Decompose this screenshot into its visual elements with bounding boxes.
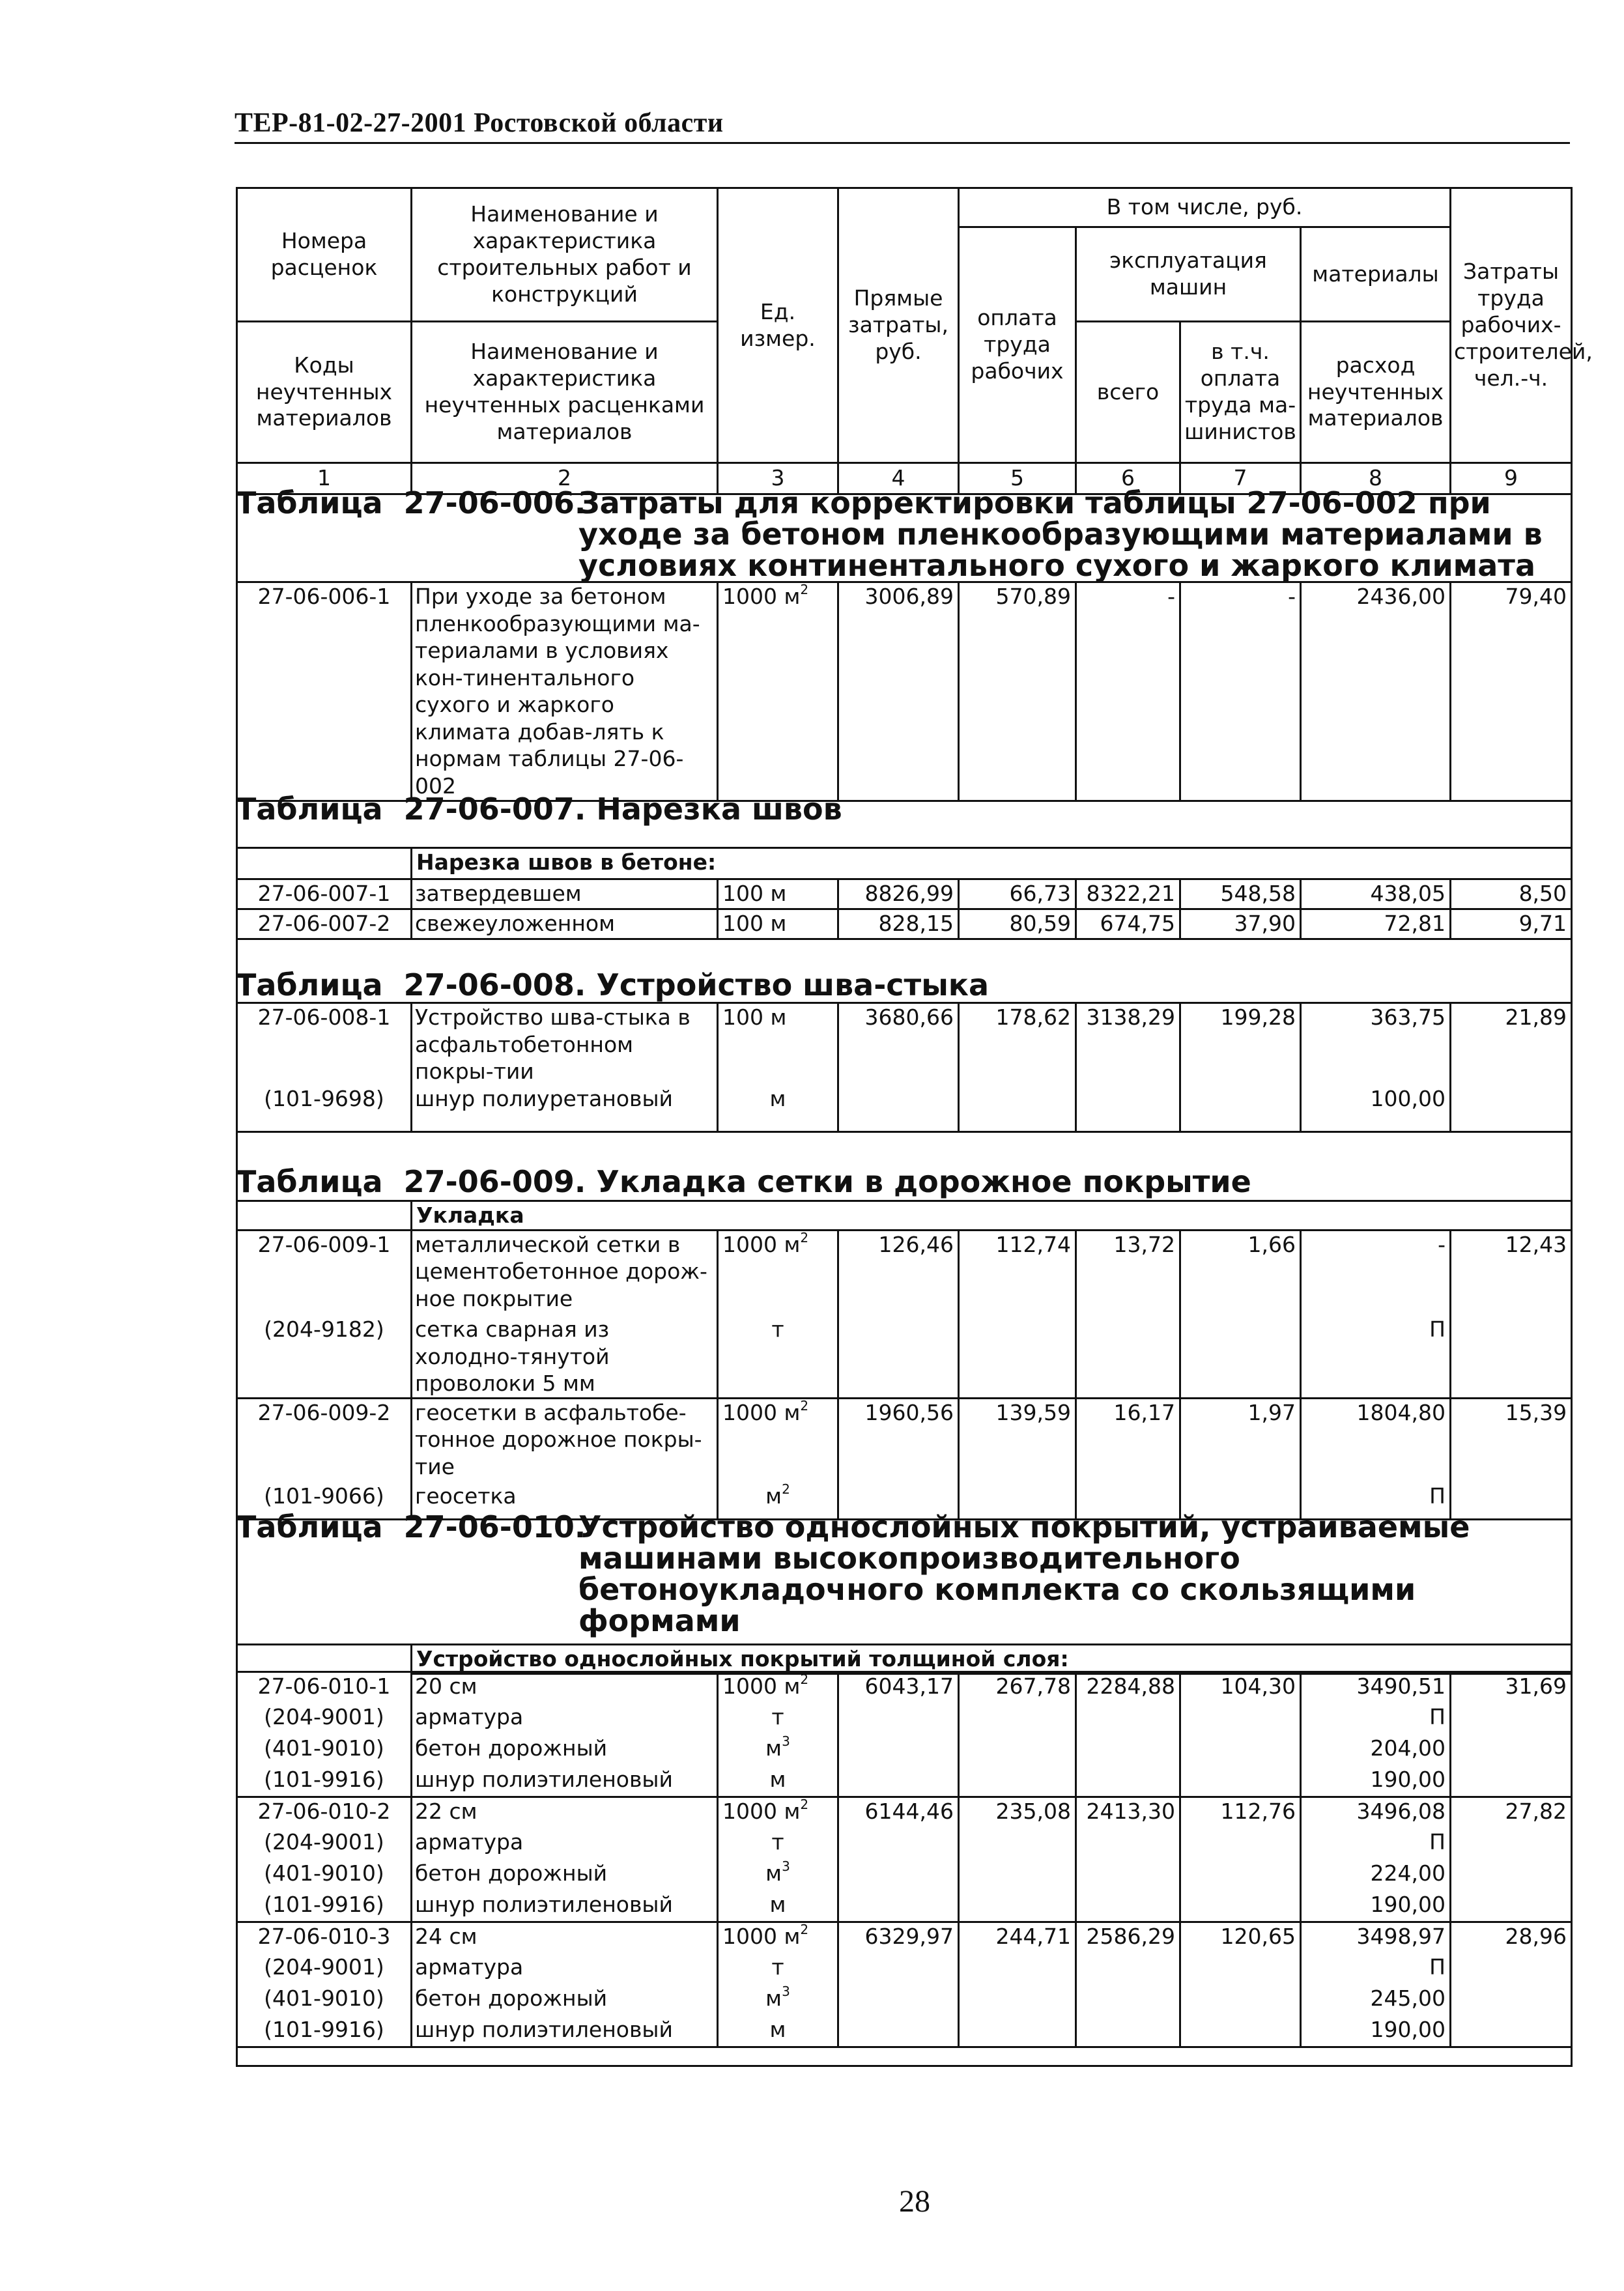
table-row bbox=[237, 1735, 1572, 1766]
table-row bbox=[237, 1703, 1572, 1735]
direct-costs: 8826,99 bbox=[838, 879, 959, 909]
material-name: шнур полиэтиленовый bbox=[412, 1766, 718, 1797]
machines-labor bbox=[1180, 1985, 1301, 2016]
direct-costs bbox=[838, 1891, 959, 1922]
direct-costs: 1960,56 bbox=[838, 1398, 959, 1483]
direct-costs bbox=[838, 1985, 959, 2016]
machines-labor bbox=[1180, 1860, 1301, 1891]
machines-total: 674,75 bbox=[1076, 909, 1180, 939]
rate-code: 27-06-009-2 bbox=[237, 1398, 412, 1483]
direct-costs bbox=[838, 2016, 959, 2047]
workhours: 9,71 bbox=[1451, 909, 1572, 939]
workhours bbox=[1451, 1954, 1572, 1985]
labor-cost bbox=[959, 1954, 1076, 1985]
table-label: Таблица bbox=[236, 485, 383, 520]
machines-labor: 37,90 bbox=[1180, 909, 1301, 939]
table-row bbox=[237, 1860, 1572, 1891]
header-codes: Номера расценок bbox=[237, 188, 412, 322]
header-labor: оплата труда рабочих bbox=[959, 227, 1076, 463]
machines-labor: 112,76 bbox=[1180, 1797, 1301, 1829]
table-title-text: Нарезка швов bbox=[596, 791, 842, 827]
workhours bbox=[1451, 1985, 1572, 2016]
direct-costs: 3006,89 bbox=[838, 582, 959, 801]
materials: 204,00 bbox=[1301, 1735, 1451, 1766]
materials: 2436,00 bbox=[1301, 582, 1451, 801]
rate-code: 27-06-009-1 bbox=[237, 1230, 412, 1316]
workhours: 27,82 bbox=[1451, 1797, 1572, 1829]
work-name: металлической сетки в цементобетонное дорож-ное покрытие bbox=[412, 1230, 718, 1316]
direct-costs: 828,15 bbox=[838, 909, 959, 939]
table-number: 27-06-009. bbox=[403, 1164, 586, 1199]
table-label: Таблица bbox=[236, 1164, 383, 1199]
unit: $м^2$ bbox=[718, 1483, 838, 1519]
table-row bbox=[237, 1230, 1572, 1316]
col-num: 2 bbox=[412, 463, 718, 494]
workhours bbox=[1451, 1891, 1572, 1922]
col-num: 3 bbox=[718, 463, 838, 494]
labor-cost: 244,71 bbox=[959, 1922, 1076, 1954]
labor-cost bbox=[959, 2016, 1076, 2047]
rate-code: 27-06-010-2 bbox=[237, 1797, 412, 1829]
table-27-06-006 bbox=[236, 581, 1573, 802]
machines-labor: 548,58 bbox=[1180, 879, 1301, 909]
materials: 100,00 bbox=[1301, 1085, 1451, 1132]
machines-labor: 120,65 bbox=[1180, 1922, 1301, 1954]
material-name: арматура bbox=[412, 1703, 718, 1735]
header-rule bbox=[235, 142, 1570, 144]
table-row bbox=[237, 1398, 1572, 1483]
workhours: 28,96 bbox=[1451, 1922, 1572, 1954]
materials: 1804,80 bbox=[1301, 1398, 1451, 1483]
direct-costs bbox=[838, 1703, 959, 1735]
header-machines-total: всего bbox=[1076, 322, 1180, 463]
material-name: бетон дорожный bbox=[412, 1735, 718, 1766]
table-number: 27-06-006. bbox=[403, 485, 586, 520]
materials: 3490,51 bbox=[1301, 1672, 1451, 1703]
header-name: Наименование и характеристика строительных работ и конструкций bbox=[412, 188, 718, 322]
labor-cost: 235,08 bbox=[959, 1797, 1076, 1829]
labor-cost bbox=[959, 1860, 1076, 1891]
materials: 3496,08 bbox=[1301, 1797, 1451, 1829]
material-code: (101-9698) bbox=[237, 1085, 412, 1132]
table-title bbox=[236, 793, 842, 825]
subheading: Укладка bbox=[412, 1201, 1572, 1231]
material-code: (204-9001) bbox=[237, 1703, 412, 1735]
materials: 363,75 bbox=[1301, 1003, 1451, 1085]
labor-cost: 570,89 bbox=[959, 582, 1076, 801]
material-name: арматура bbox=[412, 1954, 718, 1985]
table-row bbox=[237, 1797, 1572, 1829]
machines-labor bbox=[1180, 1829, 1301, 1860]
unit: 100 м bbox=[718, 909, 838, 939]
header-machines-labor: в т.ч. оплата труда ма-шинистов bbox=[1180, 322, 1301, 463]
table-row bbox=[237, 879, 1572, 909]
materials: 190,00 bbox=[1301, 2016, 1451, 2047]
table-title-text: Устройство шва-стыка bbox=[596, 967, 990, 1003]
col-num: 7 bbox=[1180, 463, 1301, 494]
machines-labor bbox=[1180, 1954, 1301, 1985]
machines-labor: 1,97 bbox=[1180, 1398, 1301, 1483]
table-row bbox=[237, 1672, 1572, 1703]
machines-labor bbox=[1180, 1703, 1301, 1735]
machines-total bbox=[1076, 2016, 1180, 2047]
machines-total bbox=[1076, 1954, 1180, 1985]
materials: П bbox=[1301, 1483, 1451, 1519]
col-num: 9 bbox=[1451, 463, 1572, 494]
unit: м bbox=[718, 1085, 838, 1132]
workhours bbox=[1451, 1829, 1572, 1860]
work-name: затвердевшем bbox=[412, 879, 718, 909]
labor-cost: 139,59 bbox=[959, 1398, 1076, 1483]
table-row bbox=[237, 909, 1572, 939]
col-num: 1 bbox=[237, 463, 412, 494]
table-row bbox=[237, 1829, 1572, 1860]
material-code: (101-9066) bbox=[237, 1483, 412, 1519]
machines-total: 2284,88 bbox=[1076, 1672, 1180, 1703]
column-header-table bbox=[236, 187, 1593, 495]
material-name: арматура bbox=[412, 1829, 718, 1860]
unit: 1000 $м^2$ bbox=[718, 1398, 838, 1483]
table-label: Таблица bbox=[236, 967, 383, 1003]
machines-total: 2413,30 bbox=[1076, 1797, 1180, 1829]
work-name: 24 см bbox=[412, 1922, 718, 1954]
machines-total bbox=[1076, 1735, 1180, 1766]
materials: - bbox=[1301, 1230, 1451, 1316]
machines-total: 8322,21 bbox=[1076, 879, 1180, 909]
material-name: шнур полиэтиленовый bbox=[412, 2016, 718, 2047]
workhours: 21,89 bbox=[1451, 1003, 1572, 1085]
labor-cost: 66,73 bbox=[959, 879, 1076, 909]
workhours bbox=[1451, 1766, 1572, 1797]
labor-cost: 112,74 bbox=[959, 1230, 1076, 1316]
table-title-text: Затраты для корректировки таблицы 27-06-002 при уходе за бетоном пленкообразующими материалами в условиях континентального сухого и жаркого климата bbox=[578, 485, 1543, 583]
direct-costs: 6329,97 bbox=[838, 1922, 959, 1954]
workhours: 31,69 bbox=[1451, 1672, 1572, 1703]
unit: 1000 $м^2$ bbox=[718, 1672, 838, 1703]
machines-total bbox=[1076, 1829, 1180, 1860]
labor-cost bbox=[959, 1829, 1076, 1860]
table-label: Таблица bbox=[236, 1509, 383, 1544]
col-num: 6 bbox=[1076, 463, 1180, 494]
material-code: (401-9010) bbox=[237, 1735, 412, 1766]
labor-cost bbox=[959, 1703, 1076, 1735]
table-row bbox=[237, 1316, 1572, 1398]
unit: т bbox=[718, 1829, 838, 1860]
work-name: 22 см bbox=[412, 1797, 718, 1829]
material-name: бетон дорожный bbox=[412, 1985, 718, 2016]
materials: 3498,97 bbox=[1301, 1922, 1451, 1954]
machines-labor bbox=[1180, 1766, 1301, 1797]
material-code: (204-9182) bbox=[237, 1316, 412, 1398]
materials: 190,00 bbox=[1301, 1766, 1451, 1797]
materials: 224,00 bbox=[1301, 1860, 1451, 1891]
table-title-text: Устройство однослойных покрытий, устраиваемые машинами высокопроизводительного бетоноукладочного комплекта со скользящими формами bbox=[578, 1509, 1470, 1638]
table-title bbox=[236, 487, 586, 519]
table-title bbox=[236, 969, 989, 1001]
materials: 245,00 bbox=[1301, 1985, 1451, 2016]
labor-cost: 267,78 bbox=[959, 1672, 1076, 1703]
rate-code: 27-06-010-1 bbox=[237, 1672, 412, 1703]
machines-total: 3138,29 bbox=[1076, 1003, 1180, 1085]
document-header: ТЕР-81-02-27-2001 Ростовской области bbox=[235, 108, 724, 138]
header-materials: материалы bbox=[1301, 227, 1451, 322]
direct-costs bbox=[838, 1954, 959, 1985]
material-code: (204-9001) bbox=[237, 1954, 412, 1985]
materials: П bbox=[1301, 1703, 1451, 1735]
materials: П bbox=[1301, 1954, 1451, 1985]
materials: П bbox=[1301, 1829, 1451, 1860]
table-title bbox=[236, 1166, 1251, 1197]
machines-labor: - bbox=[1180, 582, 1301, 801]
workhours bbox=[1451, 1860, 1572, 1891]
material-name: бетон дорожный bbox=[412, 1860, 718, 1891]
workhours: 15,39 bbox=[1451, 1398, 1572, 1483]
unit: т bbox=[718, 1316, 838, 1398]
workhours bbox=[1451, 1703, 1572, 1735]
workhours bbox=[1451, 2016, 1572, 2047]
unit: 100 м bbox=[718, 879, 838, 909]
header-machines: эксплуатация машин bbox=[1076, 227, 1301, 322]
table-label: Таблица bbox=[236, 791, 383, 827]
material-name: сетка сварная из холодно-тянутой проволоки 5 мм bbox=[412, 1316, 718, 1398]
table-number: 27-06-007. bbox=[403, 791, 586, 827]
unit: 1000 $м^2$ bbox=[718, 582, 838, 801]
unit: м bbox=[718, 2016, 838, 2047]
material-code: (401-9010) bbox=[237, 1985, 412, 2016]
table-row bbox=[237, 1922, 1572, 1954]
table-row bbox=[237, 1891, 1572, 1922]
work-name: геосетки в асфальтобе-тонное дорожное покры-тие bbox=[412, 1398, 718, 1483]
table-27-06-007 bbox=[236, 847, 1573, 940]
materials: П bbox=[1301, 1316, 1451, 1398]
unit: м bbox=[718, 1766, 838, 1797]
page-number: 28 bbox=[899, 2184, 930, 2219]
table-row bbox=[237, 1985, 1572, 2016]
col-num: 5 bbox=[959, 463, 1076, 494]
machines-labor: 199,28 bbox=[1180, 1003, 1301, 1085]
unit: т bbox=[718, 1703, 838, 1735]
table-27-06-008 bbox=[236, 1002, 1573, 1133]
labor-cost: 178,62 bbox=[959, 1003, 1076, 1085]
unit: 100 м bbox=[718, 1003, 838, 1085]
table-row bbox=[237, 2016, 1572, 2047]
materials: 190,00 bbox=[1301, 1891, 1451, 1922]
table-number: 27-06-008. bbox=[403, 967, 586, 1003]
labor-cost bbox=[959, 1891, 1076, 1922]
unit: $м^3$ bbox=[718, 1985, 838, 2016]
table-number: 27-06-010. bbox=[403, 1509, 586, 1544]
subheading: Нарезка швов в бетоне: bbox=[412, 848, 1572, 879]
machines-labor bbox=[1180, 2016, 1301, 2047]
workhours: 79,40 bbox=[1451, 582, 1572, 801]
direct-costs: 3680,66 bbox=[838, 1003, 959, 1085]
machines-labor: 1,66 bbox=[1180, 1230, 1301, 1316]
labor-cost bbox=[959, 1735, 1076, 1766]
direct-costs: 6144,46 bbox=[838, 1797, 959, 1829]
labor-cost bbox=[959, 1985, 1076, 2016]
table-row bbox=[237, 1766, 1572, 1797]
work-name: При уходе за бетоном пленкообразующими ма-териалами в условиях кон-тинентального сухого и жаркого климата добав-лять к нормам таблицы 27-06-002 bbox=[412, 582, 718, 801]
work-name: Устройство шва-стыка в асфальтобетонном покры-тии bbox=[412, 1003, 718, 1085]
unit: $м^3$ bbox=[718, 1735, 838, 1766]
rate-code: 27-06-007-1 bbox=[237, 879, 412, 909]
rate-code: 27-06-010-3 bbox=[237, 1922, 412, 1954]
unit: 1000 $м^2$ bbox=[718, 1922, 838, 1954]
material-code: (101-9916) bbox=[237, 2016, 412, 2047]
table-27-06-010-rows bbox=[236, 1671, 1573, 2048]
machines-labor: 104,30 bbox=[1180, 1672, 1301, 1703]
machines-total: 16,17 bbox=[1076, 1398, 1180, 1483]
machines-total bbox=[1076, 1766, 1180, 1797]
labor-cost: 80,59 bbox=[959, 909, 1076, 939]
unit: 1000 $м^2$ bbox=[718, 1797, 838, 1829]
table-row bbox=[237, 582, 1572, 801]
header-including: В том числе, руб. bbox=[959, 188, 1451, 227]
unit: м bbox=[718, 1891, 838, 1922]
machines-total bbox=[1076, 1703, 1180, 1735]
machines-labor bbox=[1180, 1891, 1301, 1922]
header-workhours: Затраты труда рабочих-строителей, чел.-ч. bbox=[1451, 188, 1572, 463]
table-row bbox=[237, 1085, 1572, 1132]
table-title bbox=[236, 1511, 586, 1543]
machines-total: 2586,29 bbox=[1076, 1922, 1180, 1954]
workhours bbox=[1451, 1735, 1572, 1766]
work-name: свежеуложенном bbox=[412, 909, 718, 939]
material-code: (101-9916) bbox=[237, 1891, 412, 1922]
header-unaccounted-codes: Коды неучтенных материалов bbox=[237, 322, 412, 463]
direct-costs bbox=[838, 1766, 959, 1797]
material-code: (101-9916) bbox=[237, 1766, 412, 1797]
machines-total: - bbox=[1076, 582, 1180, 801]
machines-total bbox=[1076, 1860, 1180, 1891]
work-name: 20 см bbox=[412, 1672, 718, 1703]
rate-code: 27-06-006-1 bbox=[237, 582, 412, 801]
machines-labor bbox=[1180, 1735, 1301, 1766]
table-27-06-010 bbox=[236, 1644, 1572, 1675]
header-materials-consumption: расход неучтенных материалов bbox=[1301, 322, 1451, 463]
direct-costs: 6043,17 bbox=[838, 1672, 959, 1703]
machines-total bbox=[1076, 1985, 1180, 2016]
subheading: Устройство однослойных покрытий толщиной слоя: bbox=[412, 1645, 1572, 1674]
col-num: 8 bbox=[1301, 463, 1451, 494]
machines-total: 13,72 bbox=[1076, 1230, 1180, 1316]
rate-code: 27-06-007-2 bbox=[237, 909, 412, 939]
direct-costs: 126,46 bbox=[838, 1230, 959, 1316]
workhours: 8,50 bbox=[1451, 879, 1572, 909]
material-code: (204-9001) bbox=[237, 1829, 412, 1860]
direct-costs bbox=[838, 1829, 959, 1860]
material-code: (401-9010) bbox=[237, 1860, 412, 1891]
table-title-text: Укладка сетки в дорожное покрытие bbox=[596, 1164, 1251, 1199]
material-name: шнур полиэтиленовый bbox=[412, 1891, 718, 1922]
labor-cost bbox=[959, 1766, 1076, 1797]
workhours: 12,43 bbox=[1451, 1230, 1572, 1316]
unit: 1000 $м^2$ bbox=[718, 1230, 838, 1316]
material-name: геосетка bbox=[412, 1483, 718, 1519]
unit: т bbox=[718, 1954, 838, 1985]
materials: 438,05 bbox=[1301, 879, 1451, 909]
col-num: 4 bbox=[838, 463, 959, 494]
table-row bbox=[237, 1003, 1572, 1085]
material-name: шнур полиуретановый bbox=[412, 1085, 718, 1132]
table-27-06-009 bbox=[236, 1200, 1573, 1520]
header-direct-costs: Прямые затраты, руб. bbox=[838, 188, 959, 463]
machines-total bbox=[1076, 1891, 1180, 1922]
table-row bbox=[237, 1954, 1572, 1985]
direct-costs bbox=[838, 1735, 959, 1766]
header-unit: Ед. измер. bbox=[718, 188, 838, 463]
direct-costs bbox=[838, 1860, 959, 1891]
unit: $м^3$ bbox=[718, 1860, 838, 1891]
materials: 72,81 bbox=[1301, 909, 1451, 939]
rate-code: 27-06-008-1 bbox=[237, 1003, 412, 1085]
header-unaccounted-name: Наименование и характеристика неучтенных расценками материалов bbox=[412, 322, 718, 463]
